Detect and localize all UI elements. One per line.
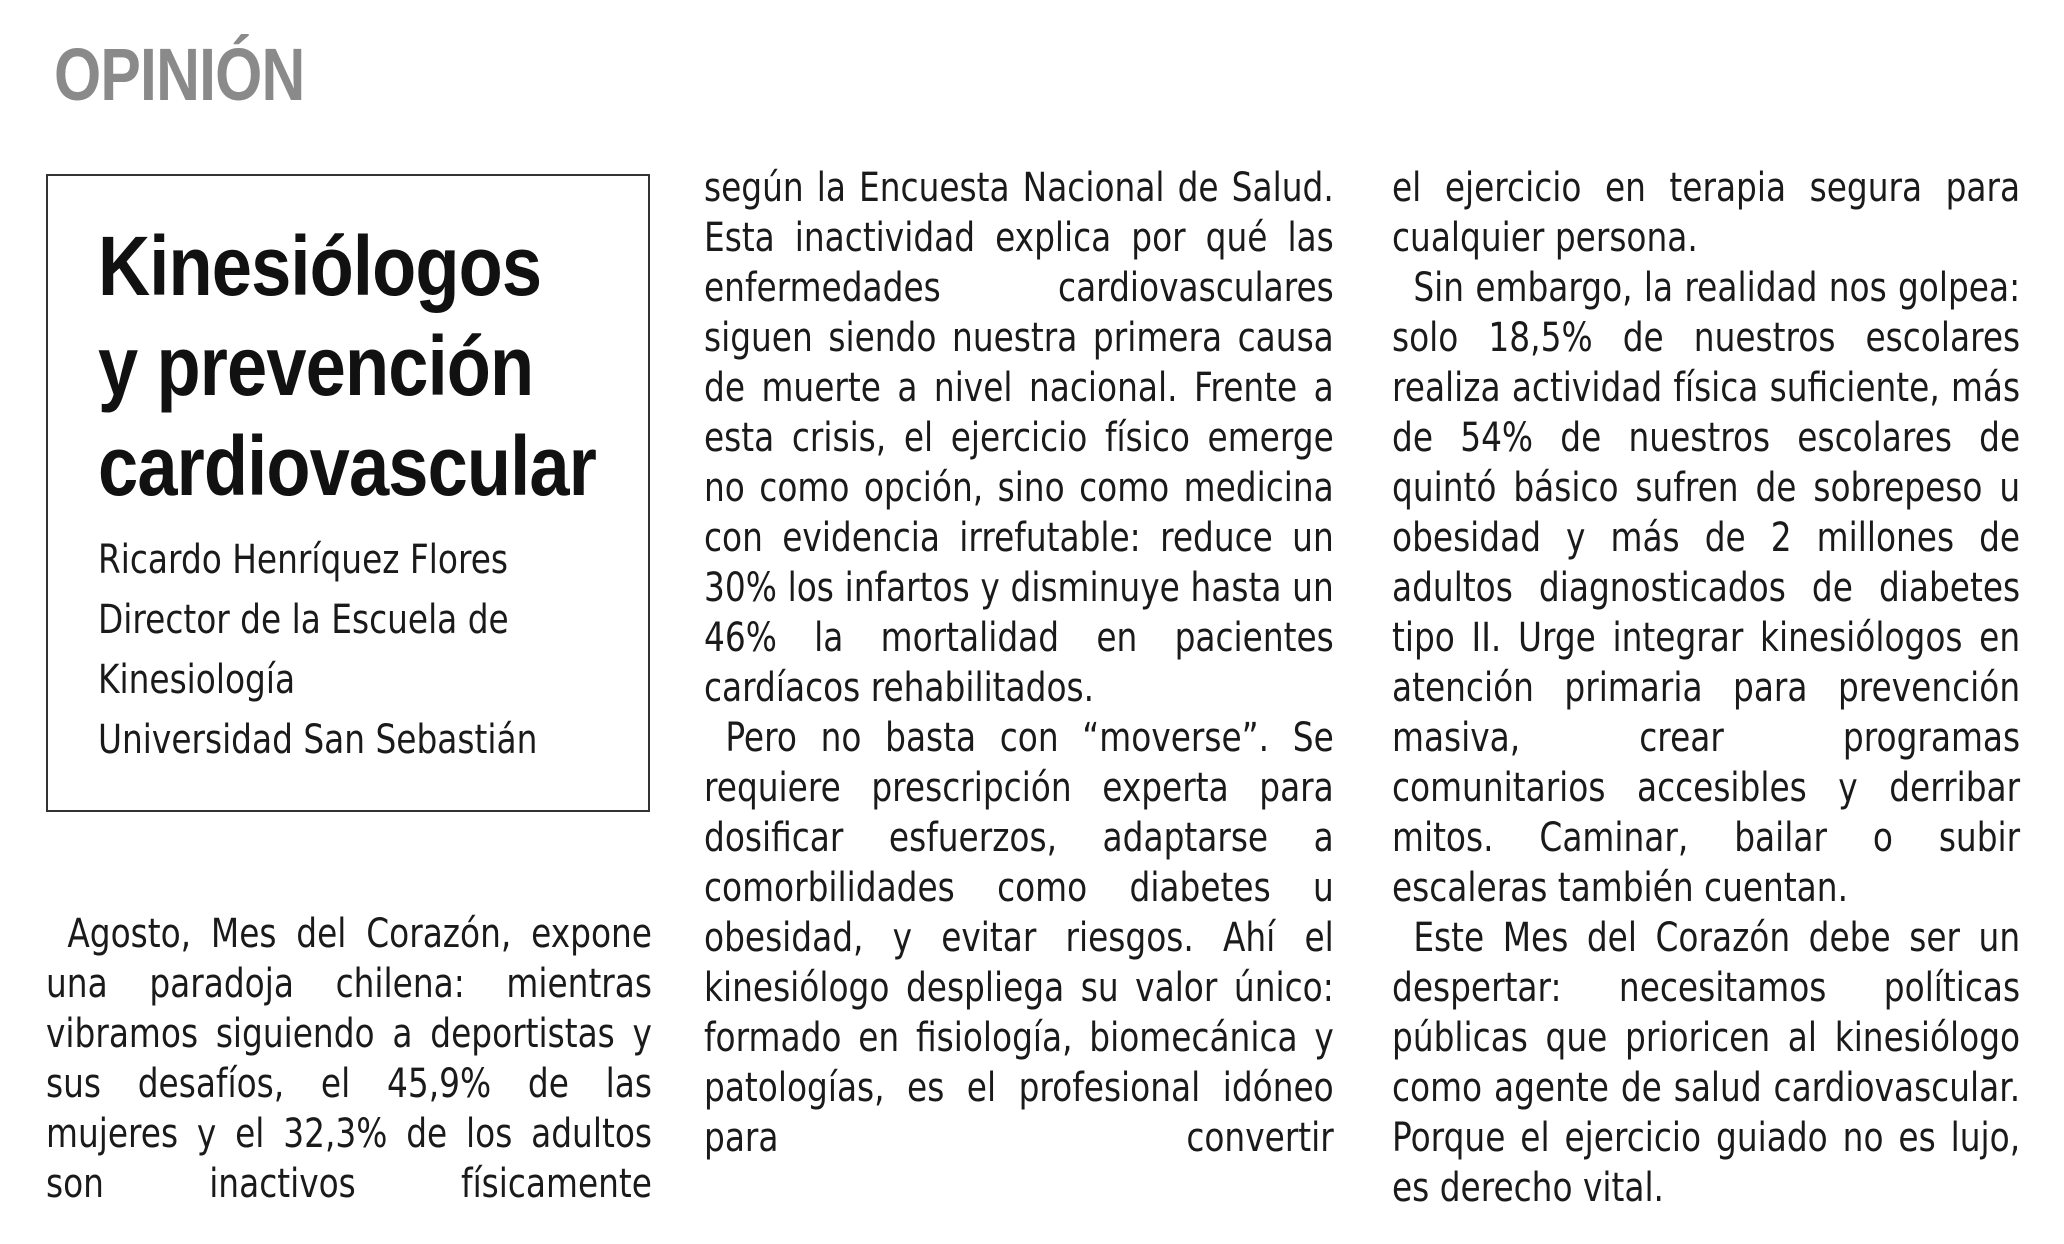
column-1 — [46, 909, 652, 1209]
paragraph-1-start: Agosto, Mes del Corazón, expone una paradoja chilena: mientras vibramos siguiendo a deportistas y sus desafíos, el 45,9% de las mujeres y el 32,3% de los adultos son inactivos físicamente — [46, 911, 652, 1207]
article-headline — [98, 216, 614, 516]
paragraph-2-end: el ejercicio en terapia segura para cualquier persona. — [1392, 165, 2021, 261]
headline-line-2: y prevención — [98, 319, 534, 413]
headline-line-3: cardiovascular — [98, 419, 596, 513]
paragraph-2-start: Pero no basta con “moverse”. Se requiere prescripción experta para dosificar esfuerzos, adaptarse a comorbilidades como diabetes u obesidad, y evitar riesgos. Ahí el kinesiólogo despliega su valor único: formado en fisiología, biomecánica y patologías, es el profesional idóneo para convertir — [704, 715, 1334, 1161]
paragraph-3: Sin embargo, la realidad nos golpea: solo 18,5% de nuestros escolares realiza actividad física suficiente, más de 54% de nuestros escolares de quintó básico sufren de sobrepeso u obesidad y más de 2 millones de adultos diagnosticados de diabetes tipo II. Urge integrar kinesiólogos en atención primaria para prevención masiva, crear programas comunitarios accesibles y derribar mitos. Caminar, bailar o subir escaleras también cuentan. — [1392, 265, 2021, 911]
author-institution: Universidad San Sebastián — [98, 717, 538, 763]
headline-line-1: Kinesiólogos — [98, 219, 542, 313]
section-label: OPINIÓN — [54, 33, 305, 116]
headline-box — [46, 174, 650, 812]
column-3 — [1392, 163, 2020, 1213]
paragraph-1-end: según la Encuesta Nacional de Salud. Esta inactividad explica por qué las enfermedades cardiovasculares siguen siendo nuestra primera causa de muerte a nivel nacional. Frente a esta crisis, el ejercicio físico emerge no como opción, sino como medicina con evidencia irrefutable: reduce un 30% los infartos y disminuye hasta un 46% la mortalidad en pacientes cardíacos rehabilitados. — [704, 165, 1334, 711]
author-role-continued: Kinesiología — [98, 657, 296, 703]
column-2 — [704, 163, 1334, 1163]
byline — [98, 530, 606, 770]
author-role: Director de la Escuela de — [98, 597, 509, 643]
author-name: Ricardo Henríquez Flores — [98, 537, 508, 583]
paragraph-4: Este Mes del Corazón debe ser un despertar: necesitamos políticas públicas que prioricen al kinesiólogo como agente de salud cardiovascular. Porque el ejercicio guiado no es lujo, es derecho vital. — [1392, 915, 2021, 1211]
